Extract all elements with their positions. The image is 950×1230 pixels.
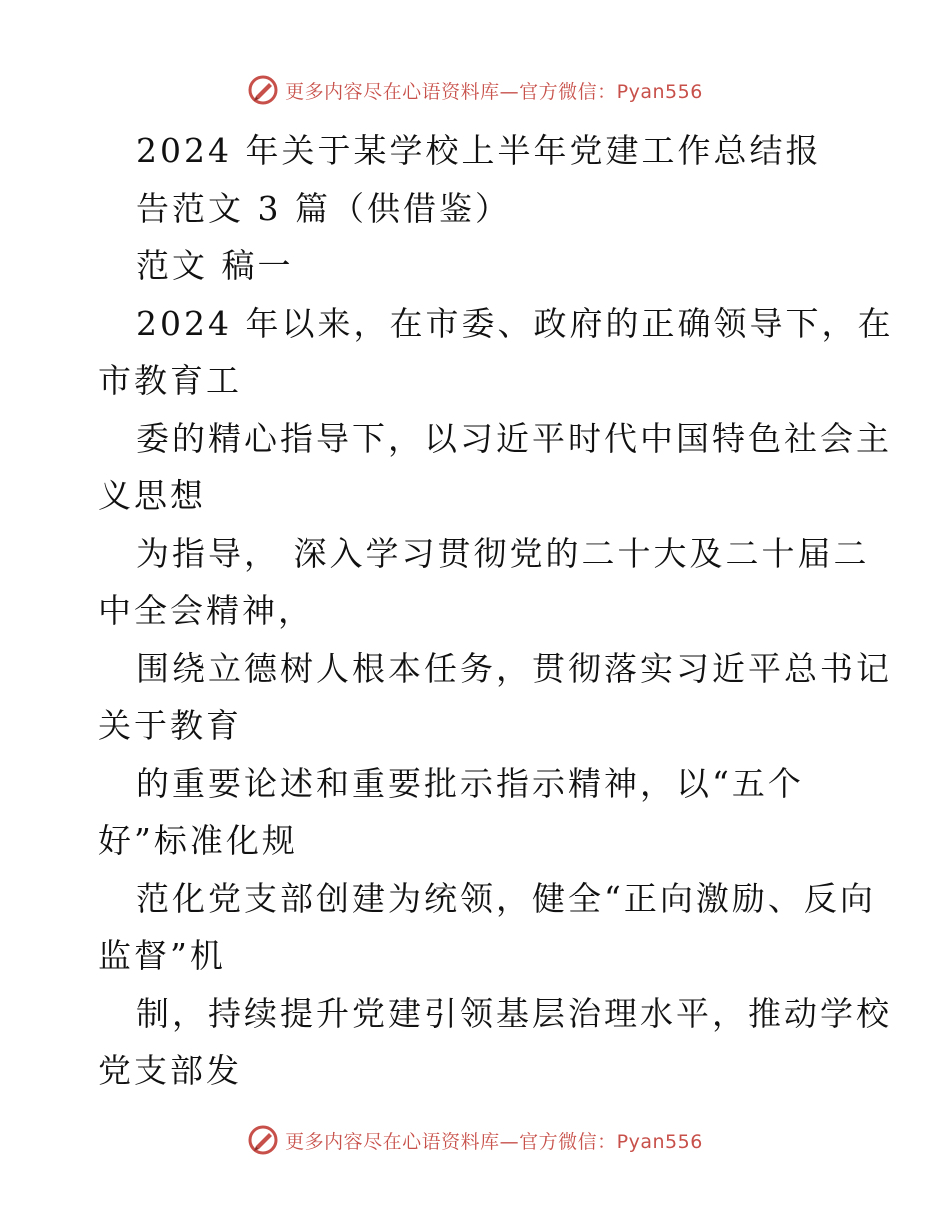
header-banner bbox=[0, 70, 950, 110]
document-line: 党支部发 bbox=[98, 1051, 242, 1090]
document-line: 告范文 3 篇（供借鉴） bbox=[136, 188, 511, 228]
document-line: 好”标准化规 bbox=[98, 821, 298, 860]
document-line: 的重要论述和重要批示指示精神，以“五个 bbox=[136, 763, 804, 803]
document-line: 市教育工 bbox=[98, 361, 242, 400]
document-line: 中全会精神， bbox=[98, 591, 314, 630]
document-line: 2024 年关于某学校上半年党建工作总结报 bbox=[136, 131, 822, 170]
footer-banner bbox=[0, 1120, 950, 1160]
document-line: 义思想 bbox=[98, 476, 206, 515]
document-line: 监督”机 bbox=[98, 936, 226, 975]
footer-banner-text: 更多内容尽在心语资料库—官方微信：Pyan556 bbox=[285, 1130, 703, 1153]
document-line: 2024 年以来，在市委、政府的正确领导下，在 bbox=[136, 303, 894, 343]
document-line: 制，持续提升党建引领基层治理水平，推动学校 bbox=[136, 993, 892, 1033]
document-body bbox=[98, 122, 894, 1100]
document-line: 围绕立德树人根本任务，贯彻落实习近平总书记 bbox=[136, 648, 892, 688]
pen-logo-icon bbox=[247, 1124, 279, 1156]
document-line: 范化党支部创建为统领，健全“正向激励、反向 bbox=[136, 878, 876, 918]
header-banner-text: 更多内容尽在心语资料库—官方微信：Pyan556 bbox=[285, 80, 703, 103]
pen-logo-icon bbox=[247, 74, 279, 106]
document-line: 委的精心指导下，以习近平时代中国特色社会主 bbox=[136, 418, 892, 458]
document-line: 关于教育 bbox=[98, 706, 242, 745]
document-line: 范文 稿一 bbox=[136, 246, 294, 285]
document-line: 为指导， 深入学习贯彻党的二十大及二十届二 bbox=[136, 533, 870, 573]
